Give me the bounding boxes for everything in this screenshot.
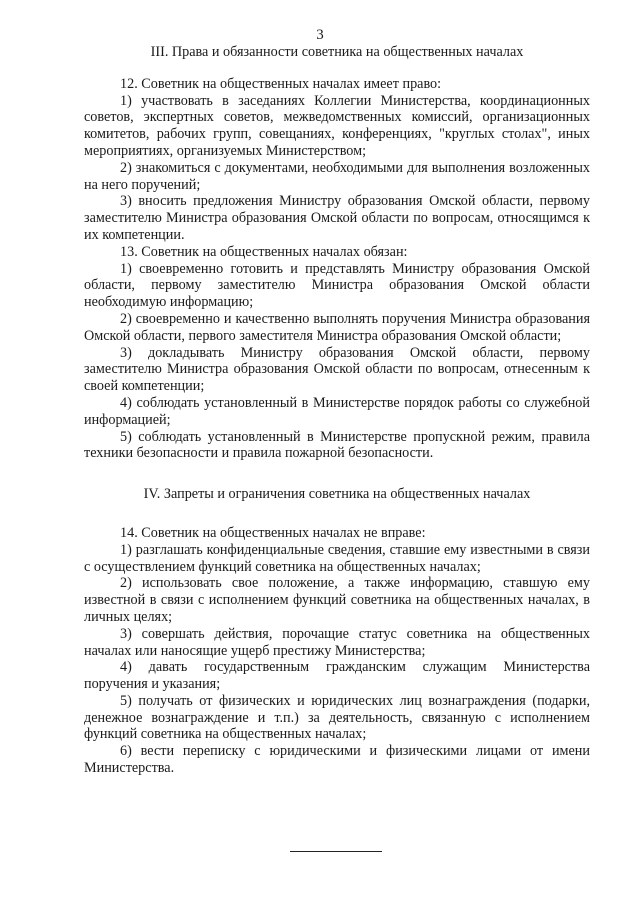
section-3-title: III. Права и обязанности советника на общественных началах — [150, 44, 524, 60]
item-13-intro: 13. Советник на общественных началах обязан: — [120, 243, 408, 260]
item-13-1: 1) своевременно готовить и представлять Министру образования Омской области, первому заместителю Министра образования Омской области необходимую информацию; — [84, 260, 590, 311]
item-12-intro: 12. Советник на общественных началах имеет право: — [120, 75, 442, 92]
section-4-title: IV. Запреты и ограничения советника на общественных началах — [143, 486, 531, 503]
item-14-6: 6) вести переписку с юридическими и физическими лицами от имени Министерства. — [84, 743, 590, 777]
item-14-2: 2) использовать свое положение, а также информацию, ставшую ему известной в связи с исполнением функций советника на общественных началах, в личных целях; — [84, 575, 590, 625]
item-13-4: 4) соблюдать установленный в Министерстве порядок работы со служебной информацией; — [84, 394, 590, 428]
item-13-5: 5) соблюдать установленный в Министерстве пропускной режим, правила техники безопасности и правила пожарной безопасности. — [84, 428, 590, 462]
item-13-3: 3) докладывать Министру образования Омской области, первому заместителю Министра образования Омской области по вопросам, отнесенным к своей компетенции; — [84, 344, 590, 395]
item-12-3: 3) вносить предложения Министру образования Омской области, первому заместителю Министра образования Омской области по вопросам, относящимся к их компетенции. — [84, 193, 590, 243]
item-14-5: 5) получать от физических и юридических лиц вознаграждения (подарки, денежное вознаграждение и т.п.) за деятельность, связанную с исполнением функций советника на общественных началах; — [84, 692, 590, 743]
item-14-4: 4) давать государственным гражданским служащим Министерства поручения и указания; — [84, 659, 590, 693]
page-number: 3 — [316, 27, 324, 43]
item-14-3: 3) совершать действия, порочащие статус советника на общественных началах или наносящие ущерб престижу Министерства; — [84, 625, 590, 659]
end-rule-divider — [290, 851, 382, 852]
item-12-2: 2) знакомиться с документами, необходимыми для выполнения возложенных на него поручений; — [84, 159, 590, 193]
item-13-2: 2) своевременно и качественно выполнять поручения Министра образования Омской области, первого заместителя Министра образования Омской области; — [84, 310, 590, 344]
item-12-1: 1) участвовать в заседаниях Коллегии Министерства, координационных советов, экспертных советов, межведомственных комиссий, организационных комитетов, рабочих групп, совещаниях, конференциях, "круглых столах", иных мероприятиях, организуемых Министерством; — [84, 92, 590, 159]
document-body — [84, 42, 590, 777]
item-14-1: 1) разглашать конфиденциальные сведения, ставшие ему известными в связи с осуществлением функций советника на общественных началах; — [84, 541, 590, 575]
item-14-intro: 14. Советник на общественных началах не вправе: — [120, 524, 426, 541]
